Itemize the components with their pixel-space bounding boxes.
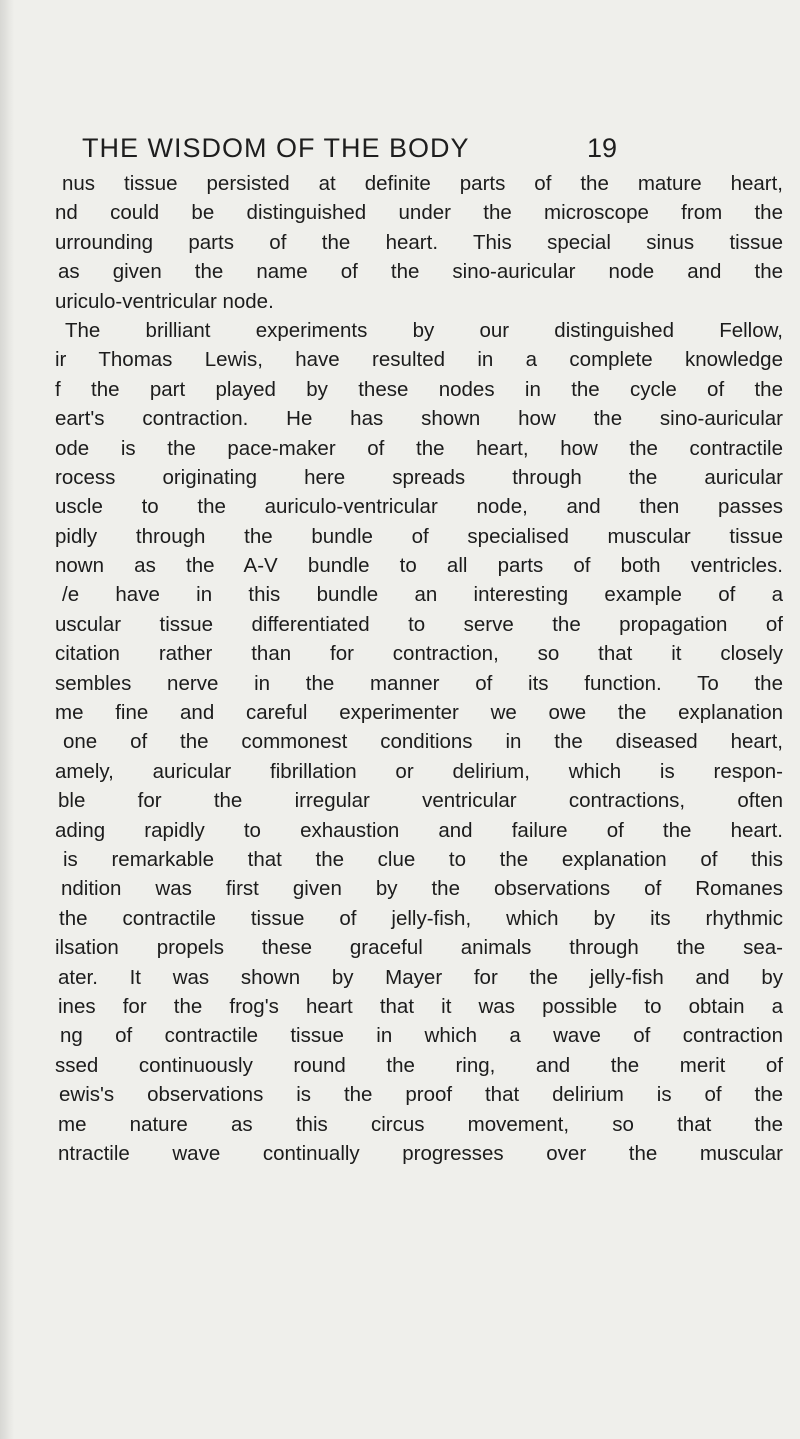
text-line: ines for the frog's heart that it was possible to obtain a — [58, 994, 783, 1018]
text-line: uscle to the auriculo-ventricular node, and then passes — [55, 495, 783, 519]
text-line: sembles nerve in the manner of its function. To the — [55, 671, 783, 695]
running-head: THE WISDOM OF THE BODY — [82, 133, 470, 163]
text-line: eart's contraction. He has shown how the sino-auricular — [55, 407, 783, 431]
page-number: 19 — [587, 133, 618, 163]
text-line: the contractile tissue of jelly-fish, which by its rhythmic — [59, 906, 783, 930]
text-line: as given the name of the sino-auricular node and the — [58, 260, 783, 284]
text-line: f the part played by these nodes in the cycle of the — [55, 377, 783, 401]
text-line: ndition was first given by the observations of Romanes — [61, 877, 783, 901]
text-line: ble for the irregular ventricular contractions, often — [58, 789, 783, 813]
text-line: ewis's observations is the proof that delirium is of the — [59, 1083, 783, 1107]
text-line: me nature as this circus movement, so that the — [58, 1112, 783, 1136]
text-line: ssed continuously round the ring, and the merit of — [55, 1053, 783, 1077]
text-line: ilsation propels these graceful animals through the sea- — [55, 936, 783, 960]
text-line: ading rapidly to exhaustion and failure of the heart. — [55, 818, 783, 842]
text-line: ng of contractile tissue in which a wave of contraction — [60, 1024, 783, 1048]
text-line: ater. It was shown by Mayer for the jelly-fish and by — [58, 965, 783, 989]
text-line: uriculo-ventricular node. — [55, 289, 274, 313]
text-line: The brilliant experiments by our distinguished Fellow, — [65, 318, 783, 342]
text-line: nown as the A-V bundle to all parts of both ventricles. — [55, 554, 783, 578]
text-line: urrounding parts of the heart. This special sinus tissue — [55, 230, 783, 254]
text-line: pidly through the bundle of specialised muscular tissue — [55, 524, 783, 548]
text-line: nus tissue persisted at definite parts of the mature heart, — [62, 172, 783, 195]
text-line: is remarkable that the clue to the explanation of this — [63, 847, 783, 871]
text-line: /e have in this bundle an interesting example of a — [62, 583, 783, 607]
text-line: one of the commonest conditions in the diseased heart, — [63, 730, 783, 754]
text-line: ode is the pace-maker of the heart, how the contractile — [55, 436, 783, 460]
text-line: me fine and careful experimenter we owe the explanation — [55, 701, 783, 725]
text-line: uscular tissue differentiated to serve the propagation of — [55, 612, 783, 636]
body-text — [0, 169, 800, 1168]
text-line: rocess originating here spreads through the auricular — [55, 465, 783, 489]
text-line: citation rather than for contraction, so that it closely — [55, 642, 783, 666]
text-line: amely, auricular fibrillation or delirium, which is respon- — [55, 759, 783, 783]
text-line: ir Thomas Lewis, have resulted in a complete knowledge — [55, 348, 783, 372]
text-line: nd could be distinguished under the microscope from the — [55, 201, 783, 225]
text-line: ntractile wave continually progresses over the muscular — [58, 1141, 783, 1165]
